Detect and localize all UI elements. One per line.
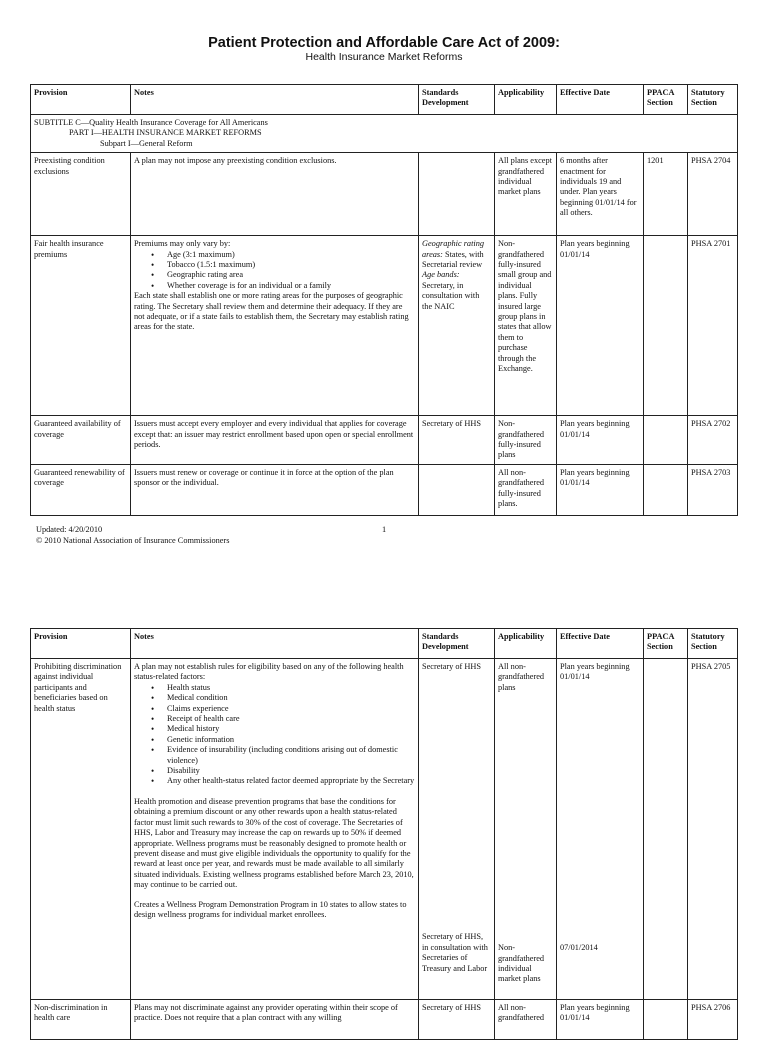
effective-date-cell: Plan years beginning 01/01/14 — [557, 416, 644, 465]
notes-cell: A plan may not impose any preexisting condition exclusions. — [131, 153, 419, 236]
notes-cell: Issuers must accept every employer and every individual that applies for coverage except that: an issuer may restrict enrollment based upon open or special enrollment periods. — [131, 416, 419, 465]
applicability-cell: All non-grandfathered fully-insured plans. — [495, 464, 557, 515]
table-row — [31, 659, 738, 1000]
header-row — [31, 629, 738, 659]
standards-cell: Secretary of HHS — [419, 416, 495, 465]
effective-date-cell: Plan years beginning 01/01/14 — [557, 236, 644, 416]
ppaca-cell: 1201 — [644, 153, 688, 236]
footer-updated: Updated: 4/20/2010 — [36, 525, 103, 534]
list-item: • Receipt of health care — [167, 714, 415, 724]
notes-cell — [131, 659, 419, 1000]
ppaca-cell — [644, 464, 688, 515]
provision-cell: Fair health insurance premiums — [31, 236, 131, 416]
applicability-cell — [495, 659, 557, 1000]
effective-date-cell: Plan years beginning 01/01/14 — [557, 464, 644, 515]
notes-intro: A plan may not establish rules for eligibility based on any of the following health status-related factors: — [134, 662, 404, 682]
list-item: • Age (3:1 maximum) — [167, 250, 415, 260]
header-ppaca-section: PPACA Section — [644, 85, 688, 115]
table-row — [31, 416, 738, 465]
ppaca-cell — [644, 236, 688, 416]
applicability-secondary: Non-grandfathered individual market plans — [498, 943, 545, 984]
effective-secondary: 07/01/2014 — [560, 942, 598, 952]
effective-date-cell: Plan years beginning 01/01/14 — [557, 1000, 644, 1040]
header-row — [31, 85, 738, 115]
reforms-table-page-1 — [30, 84, 738, 516]
provision-cell: Guaranteed renewability of coverage — [31, 464, 131, 515]
standards-primary: Secretary of HHS — [422, 662, 481, 671]
health-factors-list — [134, 683, 415, 787]
effective-primary: Plan years beginning 01/01/14 — [560, 662, 630, 682]
provision-cell: Guaranteed availability of coverage — [31, 416, 131, 465]
statutory-cell: PHSA 2702 — [688, 416, 738, 465]
header-effective-date: Effective Date — [557, 85, 644, 115]
statutory-cell: PHSA 2705 — [688, 659, 738, 1000]
geographic-rating-label: Geographic rating areas: — [422, 239, 484, 259]
document-title: Patient Protection and Affordable Care Act of 2009: — [208, 35, 560, 51]
statutory-cell: PHSA 2704 — [688, 153, 738, 236]
header-provision: Provision — [31, 629, 131, 659]
statutory-cell: PHSA 2703 — [688, 464, 738, 515]
provision-cell: Preexisting condition exclusions — [31, 153, 131, 236]
part-i-heading: PART I—HEALTH INSURANCE MARKET REFORMS — [69, 128, 262, 138]
standards-cell — [419, 464, 495, 515]
header-applicability: Applicability — [495, 629, 557, 659]
header-provision: Provision — [31, 85, 131, 115]
section-heading — [31, 115, 738, 153]
list-item: • Geographic rating area — [167, 270, 415, 280]
notes-cell: Issuers must renew or coverage or continue it in force at the option of the plan sponsor or the individual. — [131, 464, 419, 515]
provision-cell: Prohibiting discrimination against individual participants and beneficiaries based on health status — [31, 659, 131, 1000]
ppaca-cell — [644, 416, 688, 465]
notes-intro: Premiums may only vary by: — [134, 239, 231, 249]
table-row — [31, 236, 738, 416]
table-row — [31, 464, 738, 515]
applicability-cell: All non-grandfathered — [495, 1000, 557, 1040]
subtitle-c-heading: SUBTITLE C—Quality Health Insurance Coverage for All Americans — [34, 118, 268, 127]
applicability-cell: All plans except grandfathered individual market plans — [495, 153, 557, 236]
wellness-program-paragraph: Health promotion and disease prevention programs that base the conditions for obtaining a premium discount or any other rewards upon a health status-related factor must limit such rewards to 30% of the cost of coverage. The Secretaries of HHS, Labor and Treasury may increase the cap on rewards up to 50% if deemed appropriate. Wellness programs must be reasonably designed to promote health or prevent disease and must give eligible individuals the opportunity to qualify for the reward at least once per year, and rewards must be made available to all similarly situated individuals. Existing wellness programs established before March 23, 2010, may continue to be carried out. — [134, 796, 414, 890]
ppaca-cell — [644, 659, 688, 1000]
list-item: • Tobacco (1.5:1 maximum) — [167, 260, 415, 270]
list-item: • Evidence of insurability (including conditions arising out of domestic violence) — [167, 745, 415, 766]
list-item: • Genetic information — [167, 735, 415, 745]
reforms-table-page-2 — [30, 628, 738, 1040]
list-item: • Medical condition — [167, 693, 415, 703]
footer-copyright: © 2010 National Association of Insurance Commissioners — [36, 536, 230, 545]
page-number: 1 — [382, 525, 387, 534]
standards-secondary: Secretary of HHS, in consultation with Secretaries of Treasury and Labor — [422, 932, 488, 973]
header-statutory-section: Statutory Section — [688, 85, 738, 115]
age-bands-label: Age bands: — [422, 270, 460, 280]
header-applicability: Applicability — [495, 85, 557, 115]
provision-cell: Non-discrimination in health care — [31, 1000, 131, 1040]
notes-outro: Each state shall establish one or more rating areas for the purposes of geographic rating. The Secretary shall review them and determine their adequacy. If they are not adequate, or if a state fails to establish them, the Secretary may establish rating areas for the state. — [134, 291, 409, 332]
standards-cell: Secretary of HHS — [419, 1000, 495, 1040]
applicability-cell: Non-grandfathered fully-insured plans — [495, 416, 557, 465]
header-statutory-section: Statutory Section — [688, 629, 738, 659]
header-notes: Notes — [131, 629, 419, 659]
rating-factors-list — [134, 250, 415, 292]
section-heading-row — [31, 115, 738, 153]
list-item: • Disability — [167, 766, 415, 776]
standards-cell — [419, 659, 495, 1000]
standards-cell — [419, 236, 495, 416]
geographic-rating-text: States, with Secretarial review — [422, 249, 484, 270]
age-bands-text: Secretary, in consultation with the NAIC — [422, 280, 480, 311]
statutory-cell: PHSA 2701 — [688, 236, 738, 416]
list-item: • Claims experience — [167, 704, 415, 714]
table-row — [31, 1000, 738, 1040]
document-subtitle: Health Insurance Market Reforms — [305, 51, 463, 63]
subpart-i-heading: Subpart I—General Reform — [100, 138, 193, 148]
table-row — [31, 153, 738, 236]
header-standards-development: Standards Development — [419, 629, 495, 659]
effective-date-cell: 6 months after enactment for individuals 19 and under. Plan years beginning 01/01/14 for all others. — [557, 153, 644, 236]
statutory-cell: PHSA 2706 — [688, 1000, 738, 1040]
list-item: • Medical history — [167, 724, 415, 734]
header-standards-development: Standards Development — [419, 85, 495, 115]
ppaca-cell — [644, 1000, 688, 1040]
header-ppaca-section: PPACA Section — [644, 629, 688, 659]
notes-cell: Plans may not discriminate against any provider operating within their scope of practice. Does not require that a plan contract with any willing — [131, 1000, 419, 1040]
demonstration-program-paragraph: Creates a Wellness Program Demonstration Program in 10 states to allow states to design wellness programs for individual market enrollees. — [134, 899, 407, 919]
header-notes: Notes — [131, 85, 419, 115]
list-item: • Health status — [167, 683, 415, 693]
standards-cell — [419, 153, 495, 236]
applicability-cell: Non-grandfathered fully-insured small group and individual plans. Fully insured large group plans in states that allow them to purchase through the Exchange. — [495, 236, 557, 416]
applicability-primary: All non-grandfathered plans — [498, 662, 545, 692]
header-effective-date: Effective Date — [557, 629, 644, 659]
list-item: • Any other health-status related factor deemed appropriate by the Secretary — [167, 776, 415, 786]
notes-cell — [131, 236, 419, 416]
list-item: • Whether coverage is for an individual or a family — [167, 281, 415, 291]
effective-date-cell — [557, 659, 644, 1000]
